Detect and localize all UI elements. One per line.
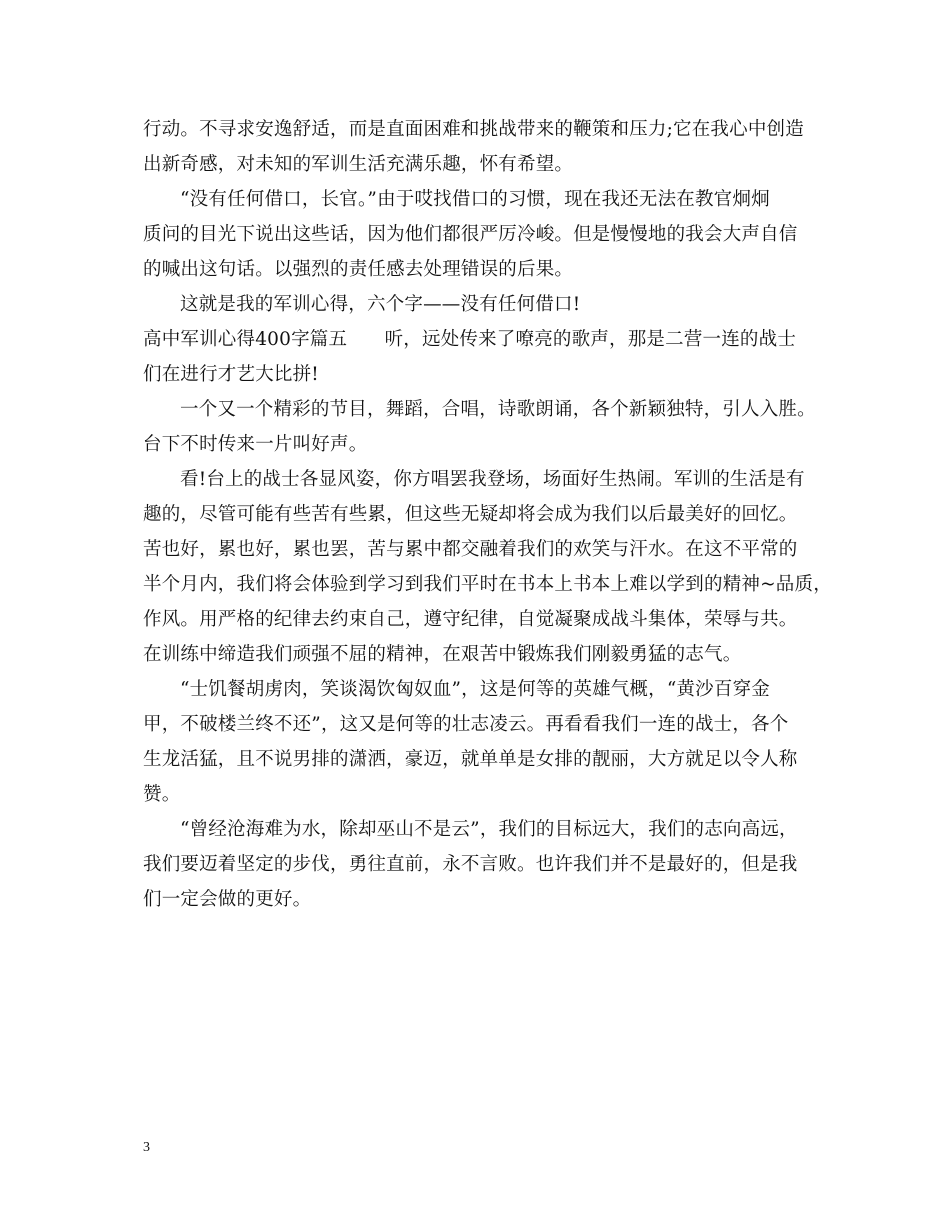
text-line: “没有任何借口，长官。”由于哎找借口的习惯，现在我还无法在教官炯炯: [180, 189, 770, 210]
text-line: 一个又一个精彩的节目，舞蹈，合唱，诗歌朗诵，各个新颖独特，引人入胜。: [180, 399, 816, 420]
text-line: 生龙活猛，且不说男排的潇洒，豪迈，就单单是女排的靓丽，大方就足以令人称: [143, 749, 798, 770]
text-line: 我们要迈着坚定的步伐，勇往直前，永不言败。也许我们并不是最好的，但是我: [143, 854, 798, 875]
text-line: 们在进行才艺大比拼!: [143, 364, 319, 385]
section-heading-line: 高中军训心得400字篇五 听，远处传来了嘹亮的歌声，那是二营一连的战士: [143, 329, 797, 350]
text-line: 半个月内，我们将会体验到学习到我们平时在书本上书本上难以学到的精神~品质，: [143, 574, 832, 595]
text-line: 们一定会做的更好。: [143, 889, 312, 910]
text-line: “曾经沧海难为水，除却巫山不是云”，我们的目标远大，我们的志向高远，: [180, 819, 798, 840]
text-line: 赞。: [143, 784, 181, 805]
text-line: 甲，不破楼兰终不还”，这又是何等的壮志凌云。再看看我们一连的战士，各个: [143, 714, 789, 735]
text-line: 行动。不寻求安逸舒适，而是直面困难和挑战带来的鞭策和压力;它在我心中创造: [143, 119, 804, 140]
text-line: 趣的，尽管可能有些苦有些累，但这些无疑却将会成为我们以后最美好的回忆。: [143, 504, 798, 525]
text-line: 这就是我的军训心得，六个字——没有任何借口!: [180, 294, 581, 315]
text-line: 质问的目光下说出这些话，因为他们都很严厉冷峻。但是慢慢地的我会大声自信: [143, 224, 798, 245]
page-number: 3: [143, 1140, 150, 1155]
text-line: 看!台上的战士各显风姿，你方唱罢我登场，场面好生热闹。军训的生活是有: [180, 469, 805, 490]
text-line: 出新奇感，对未知的军训生活充满乐趣，怀有希望。: [143, 154, 574, 175]
text-line: 作风。用严格的纪律去约束自己，遵守纪律，自觉凝聚成战斗集体，荣辱与共。: [143, 609, 798, 630]
text-line: 台下不时传来一片叫好声。: [143, 434, 368, 455]
text-line: 在训练中缔造我们顽强不屈的精神，在艰苦中锻炼我们刚毅勇猛的志气。: [143, 644, 742, 665]
text-line: 苦也好，累也好，累也罢，苦与累中都交融着我们的欢笑与汗水。在这不平常的: [143, 539, 798, 560]
text-line: “士饥餐胡虏肉，笑谈渴饮匈奴血”，这是何等的英雄气概，“黄沙百穿金: [180, 679, 770, 700]
text-line: 的喊出这句话。以强烈的责任感去处理错误的后果。: [143, 259, 574, 280]
